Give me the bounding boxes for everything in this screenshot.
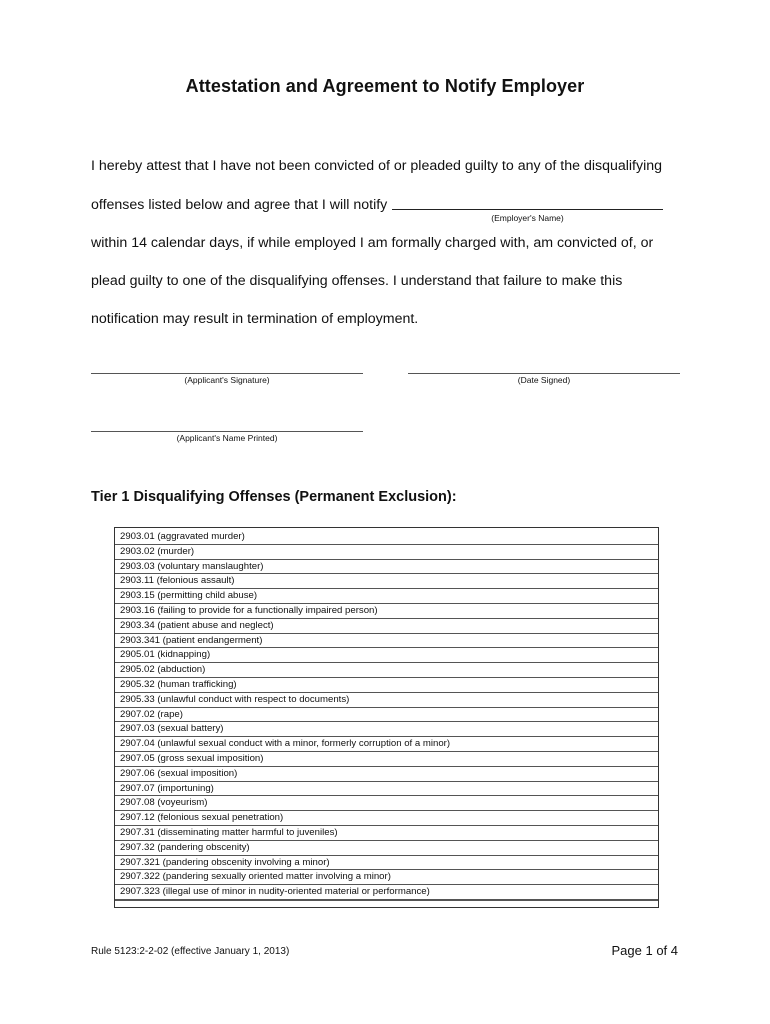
attestation-line-3: within 14 calendar days, if while employed I am formally charged with, am convicted of, or xyxy=(91,235,654,251)
table-row: 2907.31 (disseminating matter harmful to juveniles) xyxy=(115,826,658,841)
table-row: 2907.04 (unlawful sexual conduct with a minor, formerly corruption of a minor) xyxy=(115,737,658,752)
applicant-signature-caption: (Applicant's Signature) xyxy=(184,375,270,385)
table-row: 2907.32 (pandering obscenity) xyxy=(115,841,658,856)
table-row: 2907.03 (sexual battery) xyxy=(115,722,658,737)
attestation-line-2: offenses listed below and agree that I will notify xyxy=(91,197,388,213)
footer-rule: Rule 5123:2-2-02 (effective January 1, 2013) xyxy=(91,946,290,957)
table-row: 2907.323 (illegal use of minor in nudity-oriented material or performance) xyxy=(115,885,658,900)
employer-name-caption: (Employer's Name) xyxy=(491,213,564,223)
attestation-line-5: notification may result in termination of employment. xyxy=(91,311,419,327)
table-row: 2907.07 (importuning) xyxy=(115,782,658,797)
table-row: 2907.06 (sexual imposition) xyxy=(115,767,658,782)
table-row: 2903.341 (patient endangerment) xyxy=(115,634,658,649)
table-row: 2903.16 (failing to provide for a functionally impaired person) xyxy=(115,604,658,619)
table-row: 2903.01 (aggravated murder) xyxy=(115,530,658,545)
table-bottom-padding xyxy=(115,900,658,907)
tier1-offenses-table xyxy=(114,527,659,908)
table-row: 2907.321 (pandering obscenity involving a minor) xyxy=(115,856,658,871)
table-row: 2907.12 (felonious sexual penetration) xyxy=(115,811,658,826)
table-row: 2905.33 (unlawful conduct with respect to documents) xyxy=(115,693,658,708)
table-row: 2907.322 (pandering sexually oriented matter involving a minor) xyxy=(115,870,658,885)
tier1-heading: Tier 1 Disqualifying Offenses (Permanent Exclusion): xyxy=(91,489,457,505)
table-row: 2905.01 (kidnapping) xyxy=(115,648,658,663)
table-row: 2903.15 (permitting child abuse) xyxy=(115,589,658,604)
document-title: Attestation and Agreement to Notify Employer xyxy=(185,76,585,96)
applicant-name-printed-line[interactable] xyxy=(91,431,363,432)
table-row: 2907.08 (voyeurism) xyxy=(115,796,658,811)
table-row: 2903.03 (voluntary manslaughter) xyxy=(115,560,658,575)
attestation-line-4: plead guilty to one of the disqualifying offenses. I understand that failure to make this xyxy=(91,273,623,289)
table-row: 2903.11 (felonious assault) xyxy=(115,574,658,589)
applicant-signature-line[interactable] xyxy=(91,373,363,374)
table-row: 2903.02 (murder) xyxy=(115,545,658,560)
table-row: 2903.34 (patient abuse and neglect) xyxy=(115,619,658,634)
table-row: 2907.02 (rape) xyxy=(115,708,658,723)
table-row: 2905.32 (human trafficking) xyxy=(115,678,658,693)
page-number: Page 1 of 4 xyxy=(611,943,678,958)
table-row: 2905.02 (abduction) xyxy=(115,663,658,678)
table-row: 2907.05 (gross sexual imposition) xyxy=(115,752,658,767)
attestation-line-1: I hereby attest that I have not been convicted of or pleaded guilty to any of the disqualifying xyxy=(91,158,663,174)
applicant-name-printed-caption: (Applicant's Name Printed) xyxy=(176,433,278,443)
date-signed-line[interactable] xyxy=(408,373,680,374)
employer-name-field[interactable] xyxy=(392,209,663,210)
date-signed-caption: (Date Signed) xyxy=(517,375,571,385)
